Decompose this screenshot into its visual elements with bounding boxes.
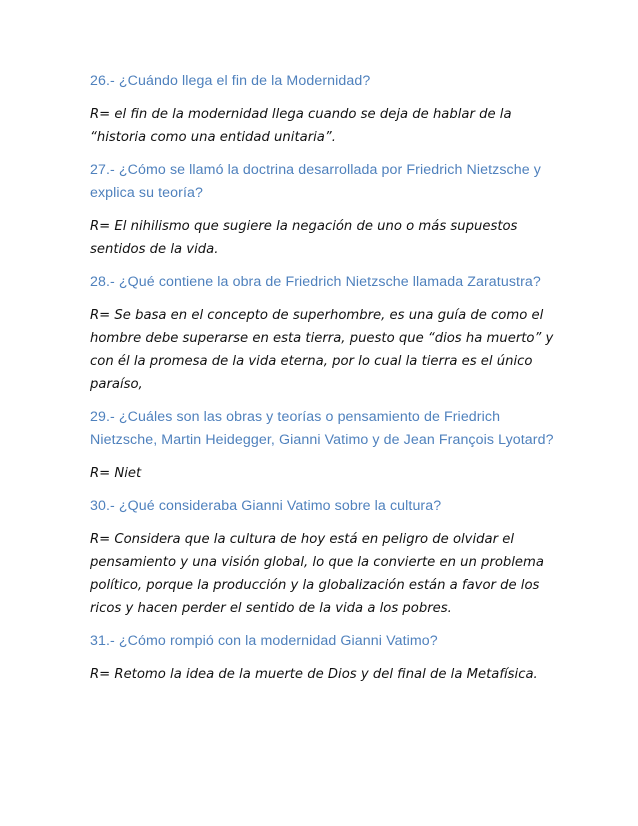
- question-26: 26.- ¿Cuándo llega el fin de la Modernidad?: [90, 73, 371, 89]
- answer-30: R= Considera que la cultura de hoy está en peligro de olvidar el pensamiento y una visión global, lo que la convierte en un problema político, porque la producción y la globalización están a favor de los ricos y hacen perder el sentido de la vida a los pobres.: [90, 532, 544, 616]
- answer-28: R= Se basa en el concepto de superhombre, es una guía de como el hombre debe superarse en esta tierra, puesto que “dios ha muerto” y con él la promesa de la vida eterna, por lo cual la tierra es el único paraíso,: [90, 308, 554, 392]
- question-31: 31.- ¿Cómo rompió con la modernidad Gianni Vatimo?: [90, 633, 438, 649]
- question-28: 28.- ¿Qué contiene la obra de Friedrich Nietzsche llamada Zaratustra?: [90, 274, 541, 290]
- answer-29: R= Niet: [90, 466, 142, 481]
- answer-31: R= Retomo la idea de la muerte de Dios y del final de la Metafísica.: [90, 667, 538, 682]
- question-27: 27.- ¿Cómo se llamó la doctrina desarrollada por Friedrich Nietzsche y explica su teoría?: [90, 162, 541, 201]
- document-body: [90, 70, 560, 696]
- question-29: 29.- ¿Cuáles son las obras y teorías o pensamiento de Friedrich Nietzsche, Martin Heidegger, Gianni Vatimo y de Jean François Lyotard?: [90, 409, 554, 448]
- answer-26: R= el fin de la modernidad llega cuando se deja de hablar de la “historia como una entidad unitaria”.: [90, 107, 512, 145]
- question-30: 30.- ¿Qué consideraba Gianni Vatimo sobre la cultura?: [90, 498, 442, 514]
- answer-27: R= El nihilismo que sugiere la negación de uno o más supuestos sentidos de la vida.: [90, 219, 518, 257]
